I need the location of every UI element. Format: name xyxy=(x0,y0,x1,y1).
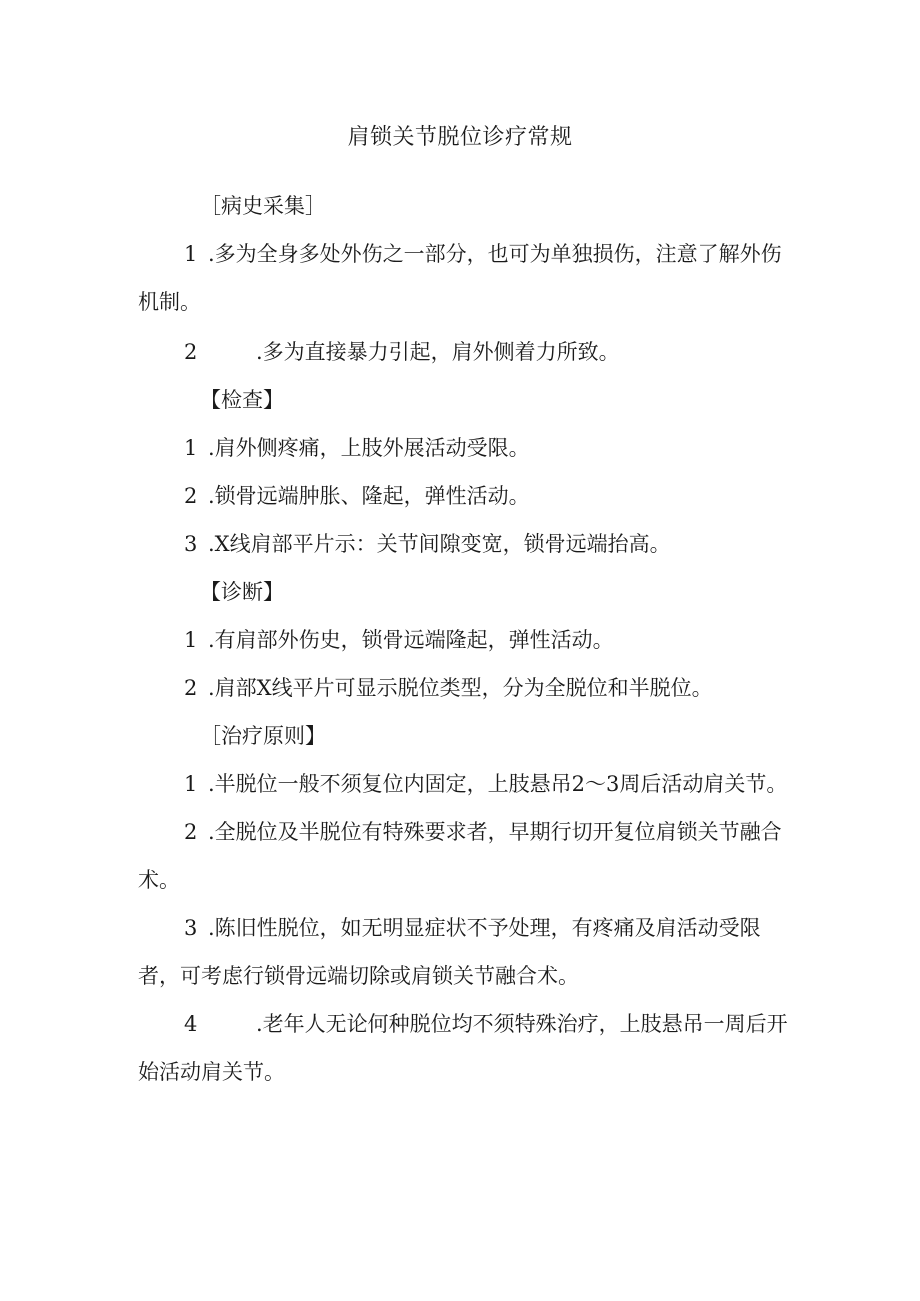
list-item xyxy=(138,230,788,326)
section-heading-examination: 【检查】 xyxy=(200,388,284,412)
item-number: 2 xyxy=(184,340,198,364)
item-text: .全脱位及半脱位有特殊要求者，早期行切开复位肩锁关节融合术。 xyxy=(138,820,782,892)
item-text: .多为直接暴力引起，肩外侧着力所致。 xyxy=(256,340,620,364)
item-text: .有肩部外伤史，锁骨远端隆起，弹性活动。 xyxy=(208,628,614,652)
list-item xyxy=(138,664,788,712)
item-number: 2 xyxy=(184,676,198,700)
item-number: 3 xyxy=(184,916,198,940)
list-item xyxy=(138,472,788,520)
item-text: .锁骨远端肿胀、隆起，弹性活动。 xyxy=(208,484,530,508)
item-number: 1 xyxy=(184,242,198,266)
item-number: 1 xyxy=(184,772,198,796)
item-text: .多为全身多处外伤之一部分，也可为单独损伤，注意了解外伤机制。 xyxy=(138,242,782,314)
item-text: .半脱位一般不须复位内固定，上肢悬吊2～3周后活动肩关节。 xyxy=(208,772,788,796)
list-item xyxy=(138,328,788,376)
item-number: 2 xyxy=(184,820,198,844)
item-text: .陈旧性脱位，如无明显症状不予处理，有疼痛及肩活动受限者，可考虑行锁骨远端切除或肩锁关节融合术。 xyxy=(138,916,761,988)
item-number: 2 xyxy=(184,484,198,508)
list-item xyxy=(138,904,788,1000)
list-item xyxy=(138,760,788,808)
section-heading-treatment: ［治疗原则】 xyxy=(200,724,326,748)
document-body xyxy=(138,182,788,1096)
item-number: 1 xyxy=(184,436,198,460)
list-item xyxy=(138,520,788,568)
item-text: .老年人无论何种脱位均不须特殊治疗，上肢悬吊一周后开始活动肩关节。 xyxy=(138,1012,788,1084)
document-title: 肩锁关节脱位诊疗常规 xyxy=(347,125,573,150)
list-item xyxy=(138,616,788,664)
item-number: 4 xyxy=(184,1012,198,1036)
item-number: 3 xyxy=(184,532,198,556)
item-text: .肩外侧疼痛，上肢外展活动受限。 xyxy=(208,436,530,460)
section-heading-diagnosis: 【诊断】 xyxy=(200,580,284,604)
list-item xyxy=(138,1000,788,1096)
list-item xyxy=(138,424,788,472)
list-item xyxy=(138,808,788,904)
item-text: .X线肩部平片示：关节间隙变宽，锁骨远端抬高。 xyxy=(208,532,671,556)
item-text: .肩部X线平片可显示脱位类型，分为全脱位和半脱位。 xyxy=(208,676,713,700)
item-number: 1 xyxy=(184,628,198,652)
section-heading-history: ［病史采集］ xyxy=(200,194,326,218)
